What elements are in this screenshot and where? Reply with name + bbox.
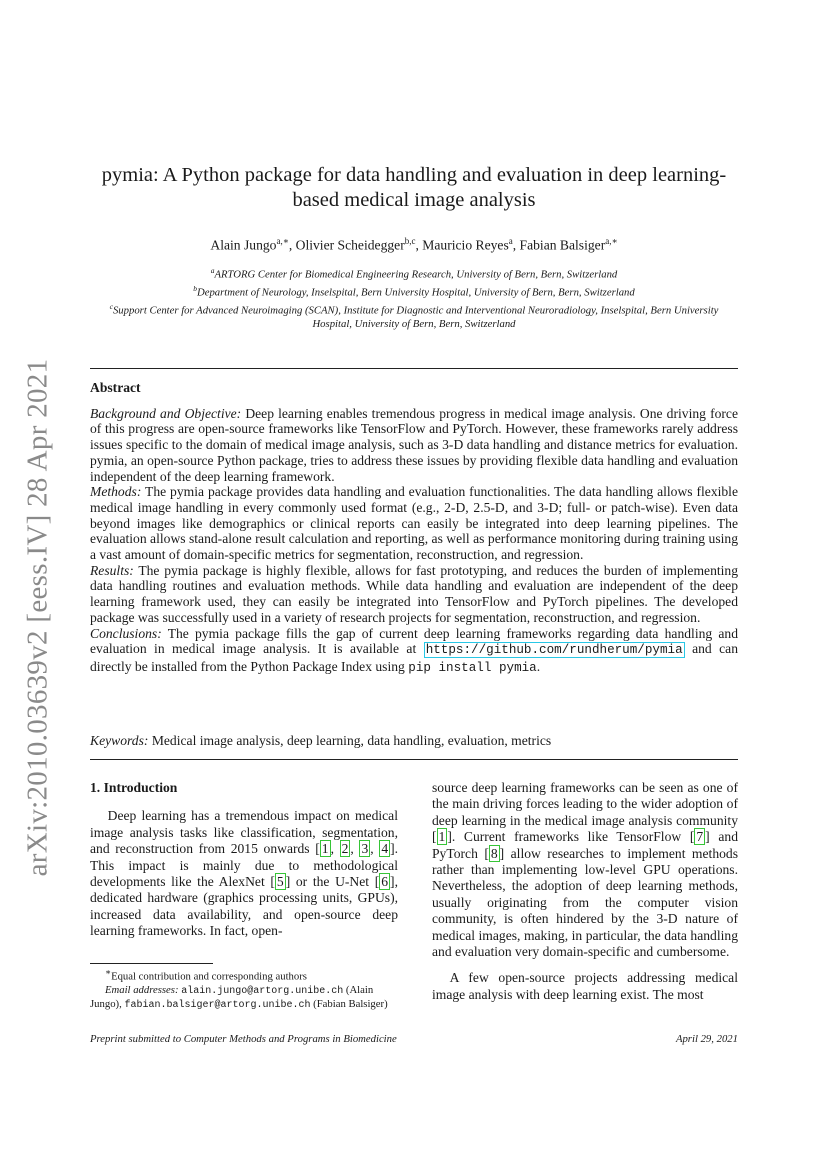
citation-link[interactable]: 1	[321, 841, 329, 857]
abstract-background: Background and Objective: Deep learning enables tremendous progress in medical image analysis. One driving force of this progress are open-source frameworks like TensorFlow and PyTorch. However, these frameworks rarely address issues specific to the domain of medical image analysis, such as 3-D data handling and distance metrics for evaluation. pymia, an open-source Python package, tries to address these issues by providing flexible data handling and evaluation independent of the deep learning framework.	[90, 405, 738, 484]
citation-link[interactable]: 8	[490, 845, 498, 861]
left-column	[90, 780, 398, 940]
citation-link[interactable]: 6	[381, 874, 389, 890]
footer-preprint-note: Preprint submitted to Computer Methods and Programs in Biomedicine	[90, 1033, 397, 1045]
footnote-emails: Email addresses: alain.jungo@artorg.unibe.ch (Alain Jungo), fabian.balsiger@artorg.unibe.ch (Fabian Balsiger)	[90, 983, 388, 1012]
abstract-heading: Abstract	[90, 380, 141, 395]
arxiv-identifier-sidebar	[18, 358, 58, 876]
affiliation-item: $^a$ARTORG Center for Biomedical Engineering Research, University of Bern, Bern, Switzerland	[210, 266, 618, 281]
paper-title: pymia: A Python package for data handling and evaluation in deep learning-based medical image analysis	[101, 164, 727, 211]
affiliation-item: $^c$Support Center for Advanced Neuroimaging (SCAN), Institute for Diagnostic and Interventional Neuroradiology, Inselspital, Bern University Hospital, University of Bern, Bern, Switzerland	[109, 302, 719, 331]
abstract-section	[90, 380, 738, 677]
footnotes	[90, 966, 398, 1013]
author-name: Fabian Balsiger	[519, 237, 606, 253]
keywords-text: Medical image analysis, deep learning, data handling, evaluation, metrics	[151, 733, 552, 748]
citation-link[interactable]: 3	[361, 841, 369, 857]
footnote-equal-contribution: ∗Equal contribution and corresponding authors	[105, 967, 307, 983]
github-link[interactable]: https://github.com/rundherum/pymia	[425, 643, 683, 658]
author-affiliation-mark: b,c	[404, 236, 416, 246]
author-name: Olivier Scheidegger	[295, 237, 405, 253]
abstract-results: Results: The pymia package is highly flexible, allows for fast prototyping, and reduces the burden of implementing data handling routines and evaluation methods. While data handling and evaluation are independent of the deep learning framework used, they can easily be integrated into TensorFlow and PyTorch pipelines. The developed package was successfully used in a variety of research projects for segmentation, reconstruction, and regression.	[90, 562, 739, 625]
keywords-line	[90, 733, 738, 749]
abstract-top-rule	[90, 368, 738, 369]
keywords-label: Keywords:	[90, 733, 149, 748]
citation-link[interactable]: 4	[381, 841, 389, 857]
footer-date: April 29, 2021	[675, 1033, 738, 1045]
citation-link[interactable]: 2	[341, 841, 349, 857]
author-name: Mauricio Reyes	[422, 237, 509, 253]
arxiv-identifier-text: arXiv:2010.03639v2 [eess.IV] 28 Apr 2021	[21, 358, 54, 876]
email-link[interactable]: fabian.balsiger@artorg.unibe.ch	[124, 1000, 311, 1012]
abstract-conclusions: Conclusions: The pymia package fills the gap of current deep learning frameworks regarding data handling and evaluation in medical image analysis. It is available at https://github.com/rundherum/pymia and can directly be installed from the Python Package Index using pip install pymia.	[90, 625, 739, 675]
author-affiliation-mark: a	[508, 236, 513, 246]
author-affiliation-mark: a,∗	[276, 236, 289, 246]
intro-paragraph-1: Deep learning has a tremendous impact on medical image analysis tasks like classification, segmentation, and reconstruction from 2015 onwards [ 1 , 2 , 3 , 4 ]. This impact is mainly due to methodological developments like the AlexNet [ 5 ] or the U-Net [ 6 ], dedicated hardware (graphics processing units, GPUs), increased data availability, and open-source deep learning frameworks. In fact, open-	[90, 808, 399, 939]
author-list: Alain Jungo$^{a,∗}$, Olivier Scheidegger$^{b,c}$, Mauricio Reyes$^a$, Fabian Balsiger$^{a,∗}$	[210, 236, 618, 253]
install-command: pip install pymia	[408, 660, 537, 675]
right-column	[432, 780, 738, 1003]
email-link[interactable]: alain.jungo@artorg.unibe.ch	[181, 985, 344, 997]
affiliation-list	[90, 264, 738, 332]
footnote-rule	[90, 963, 213, 964]
page-footer	[90, 1033, 738, 1045]
section-heading-introduction: 1. Introduction	[90, 780, 178, 795]
affiliation-item: $^b$Department of Neurology, Inselspital, Bern University Hospital, University of Bern, Bern, Switzerland	[193, 284, 635, 299]
intro-paragraph-1-continued: source deep learning frameworks can be seen as one of the main driving forces leading to the wider adoption of deep learning in the medical image analysis community [ 1 ]. Current frameworks like TensorFlow [ 7 ] and PyTorch [ 8 ] allow researches to implement methods rather than implementing low-level GPU operations. Nevertheless, the adoption of deep learning methods, usually originating from the computer vision community, is often hindered by the 3-D nature of medical images, making, in particular, the data handling and evaluation very domain-specific and cumbersome.	[432, 780, 738, 960]
author-affiliation-mark: a,∗	[605, 236, 618, 246]
abstract-methods: Methods: The pymia package provides data handling and evaluation functionalities. The data handling allows flexible medical image handling in every commonly used format (e.g., 2-D, 2.5-D, and 3-D; full- or patch-wise). Even data beyond images like demographics or clinical reports can easily be integrated into deep learning pipelines. The evaluation allows stand-alone result calculation and reporting, as well as performance monitoring during training using a vast amount of domain-specific metrics for segmentation, reconstruction, and regression.	[90, 484, 738, 563]
author-name: Alain Jungo	[210, 237, 277, 253]
citation-link[interactable]: 1	[438, 829, 446, 845]
intro-paragraph-2: A few open-source projects addressing medical image analysis with deep learning exist. The most	[432, 970, 738, 1002]
abstract-bottom-rule	[90, 759, 738, 760]
citation-link[interactable]: 5	[276, 874, 284, 890]
citation-link[interactable]: 7	[696, 829, 704, 845]
